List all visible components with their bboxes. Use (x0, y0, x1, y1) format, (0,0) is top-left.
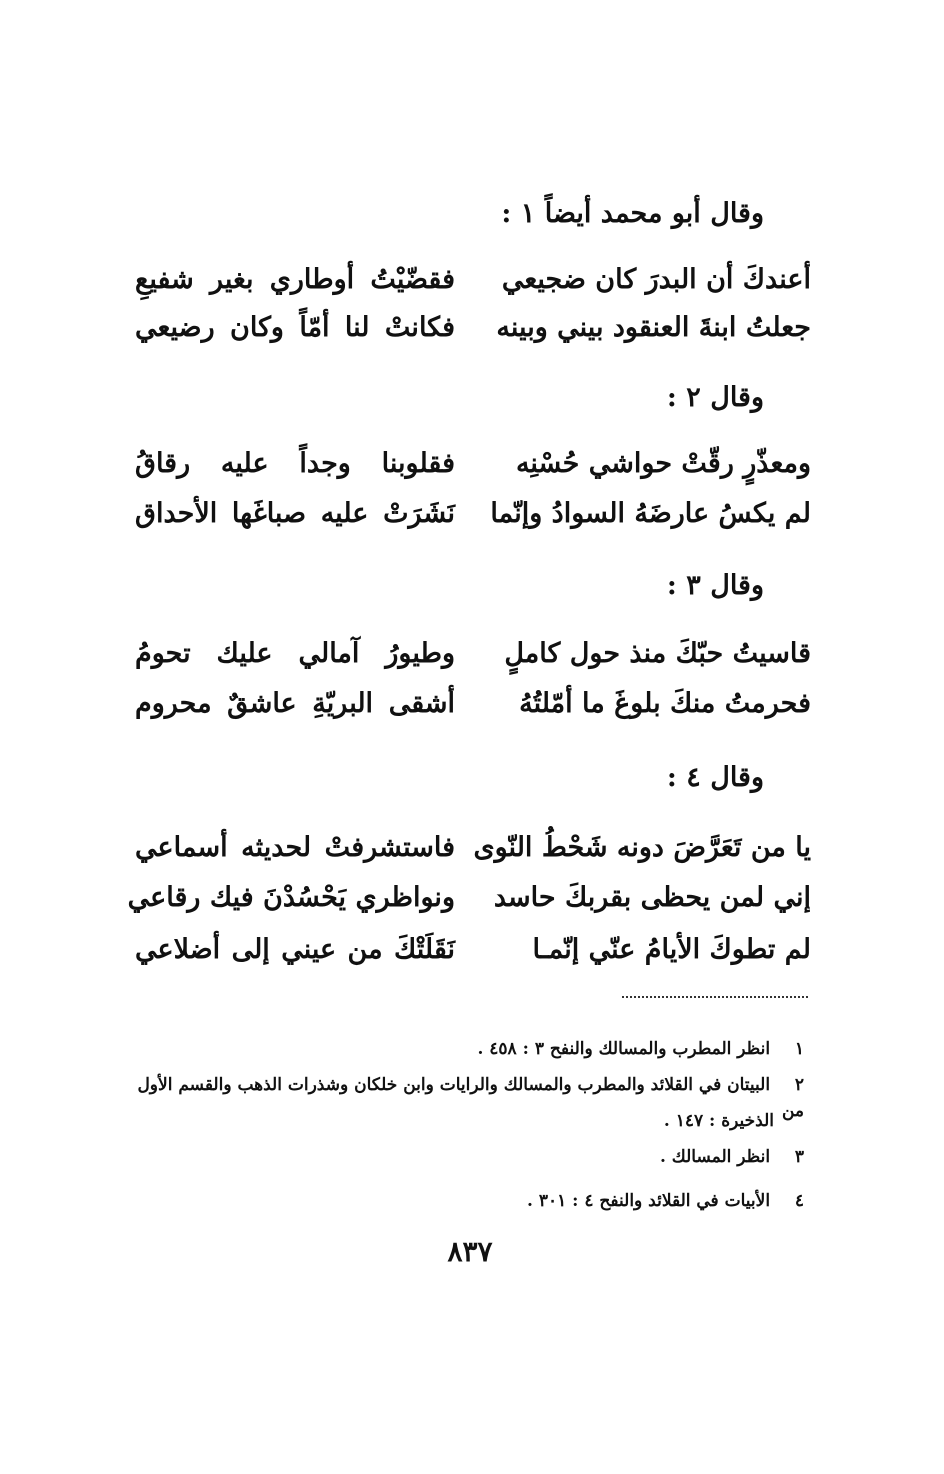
section-heading-4: وقال ٤ : (666, 762, 764, 793)
section-heading-1: وقال أبو محمد أيضاً ١ : (501, 198, 764, 229)
verse-first-hemistich: أعندكَ أن البدرَ كان ضجيعي (501, 264, 811, 295)
verse-first-hemistich: فحرمتُ منكَ بلوغَ ما أمّلتُهُ (519, 688, 811, 719)
verse-row (135, 630, 811, 678)
section-heading-2: وقال ٢ : (666, 382, 764, 413)
verse-second-hemistich: ونواظري يَحْسُدْنَ فيك رقاعي (127, 882, 455, 913)
verse-second-hemistich: وطيورُ آمالي عليك تحومُ (135, 638, 455, 669)
verse-row (135, 440, 811, 488)
section-heading-3: وقال ٣ : (666, 570, 764, 601)
verse-row (135, 490, 811, 538)
footnote-number: ٢ (794, 1075, 804, 1095)
verse-row (127, 874, 811, 922)
verse-second-hemistich: فقلوبنا وجداً عليه رقاقُ (135, 448, 455, 479)
verse-first-hemistich: ومعذّرٍ رقّتْ حواشي حُسْنِه (515, 448, 811, 479)
footnote-1 (134, 1036, 804, 1062)
verse-second-hemistich: فاستشرفتْ لحديثه أسماعي (135, 832, 455, 863)
footnote-text: انظر المطرب والمسالك والنفح ٣ : ٤٥٨ . (477, 1039, 771, 1059)
verse-second-hemistich: فكانتْ لنا أمّاً وكان رضيعي (135, 312, 455, 343)
verse-first-hemistich: قاسيتُ حبّكَ منذ حول كاملٍ (504, 638, 811, 669)
verse-second-hemistich: نَقَلَتْكَ من عيني إلى أضلاعي (135, 934, 455, 965)
footnote-2-continuation: الذخيرة : ١٤٧ . (663, 1111, 774, 1131)
verse-first-hemistich: جعلتُ ابنةَ العنقود بيني وبينه (496, 312, 811, 343)
verse-first-hemistich: إني لمن يحظى بقربكَ حاسد (493, 882, 811, 913)
footnote-text: الأبيات في القلائد والنفح ٤ : ٣٠١ . (527, 1191, 771, 1211)
page-number: ٨٣٧ (447, 1235, 493, 1268)
footnote-separator (622, 996, 808, 998)
verse-row (135, 926, 811, 974)
verse-second-hemistich: نَشَرَتْ عليه صباغَها الأحداق (135, 498, 455, 529)
verse-first-hemistich: لم يكسُ عارضَهُ السوادُ وإنّما (490, 498, 811, 529)
verse-row (135, 304, 811, 352)
verse-row (135, 824, 811, 872)
verse-first-hemistich: يا من تَعَرَّضَ دونه شَحْطُ النّوى (473, 832, 811, 863)
footnote-text: البيتان في القلائد والمطرب والمسالك والرايات وابن خلكان وشذرات الذهب والقسم الأول من (137, 1075, 804, 1121)
footnote-3 (134, 1144, 804, 1170)
footnote-4 (134, 1188, 804, 1214)
footnote-text: انظر المسالك . (659, 1147, 771, 1167)
verse-row (135, 256, 811, 304)
verse-second-hemistich: أشقى البريّةِ عاشقٌ محروم (135, 688, 455, 719)
footnote-number: ١ (794, 1039, 804, 1059)
footnote-number: ٣ (794, 1147, 804, 1167)
footnote-number: ٤ (794, 1191, 804, 1211)
verse-row (135, 680, 811, 728)
verse-first-hemistich: لم تطوكَ الأيامُ عنّي إنّمـا (532, 934, 811, 965)
verse-second-hemistich: فقضّيْتُ أوطاري بغير شفيعِ (135, 264, 455, 295)
